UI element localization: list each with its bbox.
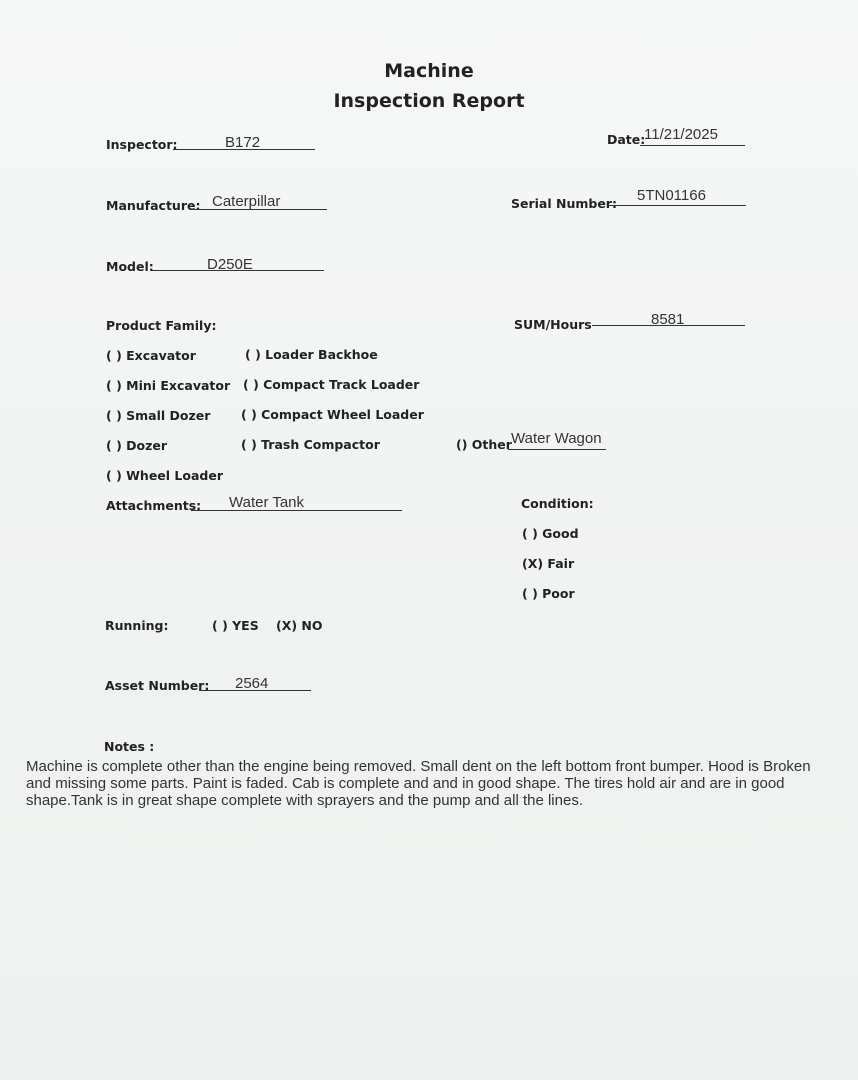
condition-label: Condition: [521, 496, 594, 511]
condition-option-fair: (X) Fair [522, 556, 575, 571]
condition-option-good: ( ) Good [522, 526, 579, 541]
asset-number-value: 2564 [235, 675, 269, 692]
running-label: Running: [105, 618, 169, 633]
inspector-label: Inspector: [106, 137, 178, 152]
option-dozer: ( ) Dozer [106, 438, 168, 453]
inspector-value: B172 [225, 134, 261, 151]
option-excavator: ( ) Excavator [106, 348, 196, 363]
model-value: D250E [207, 256, 253, 273]
date-label: Date: [607, 132, 646, 147]
option-other-label: () Other [456, 437, 512, 452]
running-option-yes: ( ) YES [212, 618, 259, 633]
option-trash-compactor: ( ) Trash Compactor [241, 437, 380, 452]
running-option-no: (X) NO [276, 618, 323, 633]
condition-option-poor: ( ) Poor [522, 586, 575, 601]
option-wheel-loader: ( ) Wheel Loader [106, 468, 223, 483]
notes-text: Machine is complete other than the engine being removed. Small dent on the left bottom front bumper. Hood is Broken and missing some parts. Paint is faded. Cab is complete and and in good shape. The tires hold air and are in good shape.Tank is in great shape complete with sprayers and the pump and all the lines. [26, 758, 811, 809]
manufacture-label: Manufacture: [106, 198, 201, 213]
option-loader-backhoe: ( ) Loader Backhoe [245, 347, 378, 362]
product-family-label: Product Family: [106, 318, 217, 333]
option-compact-wheel-loader: ( ) Compact Wheel Loader [241, 407, 424, 422]
attachments-value: Water Tank [229, 494, 305, 511]
other-underline [508, 449, 606, 450]
date-value: 11/21/2025 [644, 126, 718, 143]
report-title-line1: Machine [384, 60, 474, 82]
option-compact-track-loader: ( ) Compact Track Loader [243, 377, 420, 392]
other-value: Water Wagon [511, 430, 602, 447]
option-mini-excavator: ( ) Mini Excavator [106, 378, 231, 393]
option-small-dozer: ( ) Small Dozer [106, 408, 211, 423]
asset-number-label: Asset Number: [105, 678, 210, 693]
serial-number-label: Serial Number: [511, 196, 617, 211]
hours-label: SUM/Hours [514, 317, 592, 332]
report-title-line2: Inspection Report [333, 90, 525, 112]
hours-value: 8581 [651, 311, 685, 328]
model-label: Model: [106, 259, 154, 274]
attachments-label: Attachments: [106, 498, 202, 513]
manufacture-value: Caterpillar [212, 193, 281, 210]
serial-number-underline [609, 205, 746, 206]
date-underline [640, 145, 745, 146]
notes-label: Notes : [104, 739, 155, 754]
serial-number-value: 5TN01166 [637, 187, 706, 204]
